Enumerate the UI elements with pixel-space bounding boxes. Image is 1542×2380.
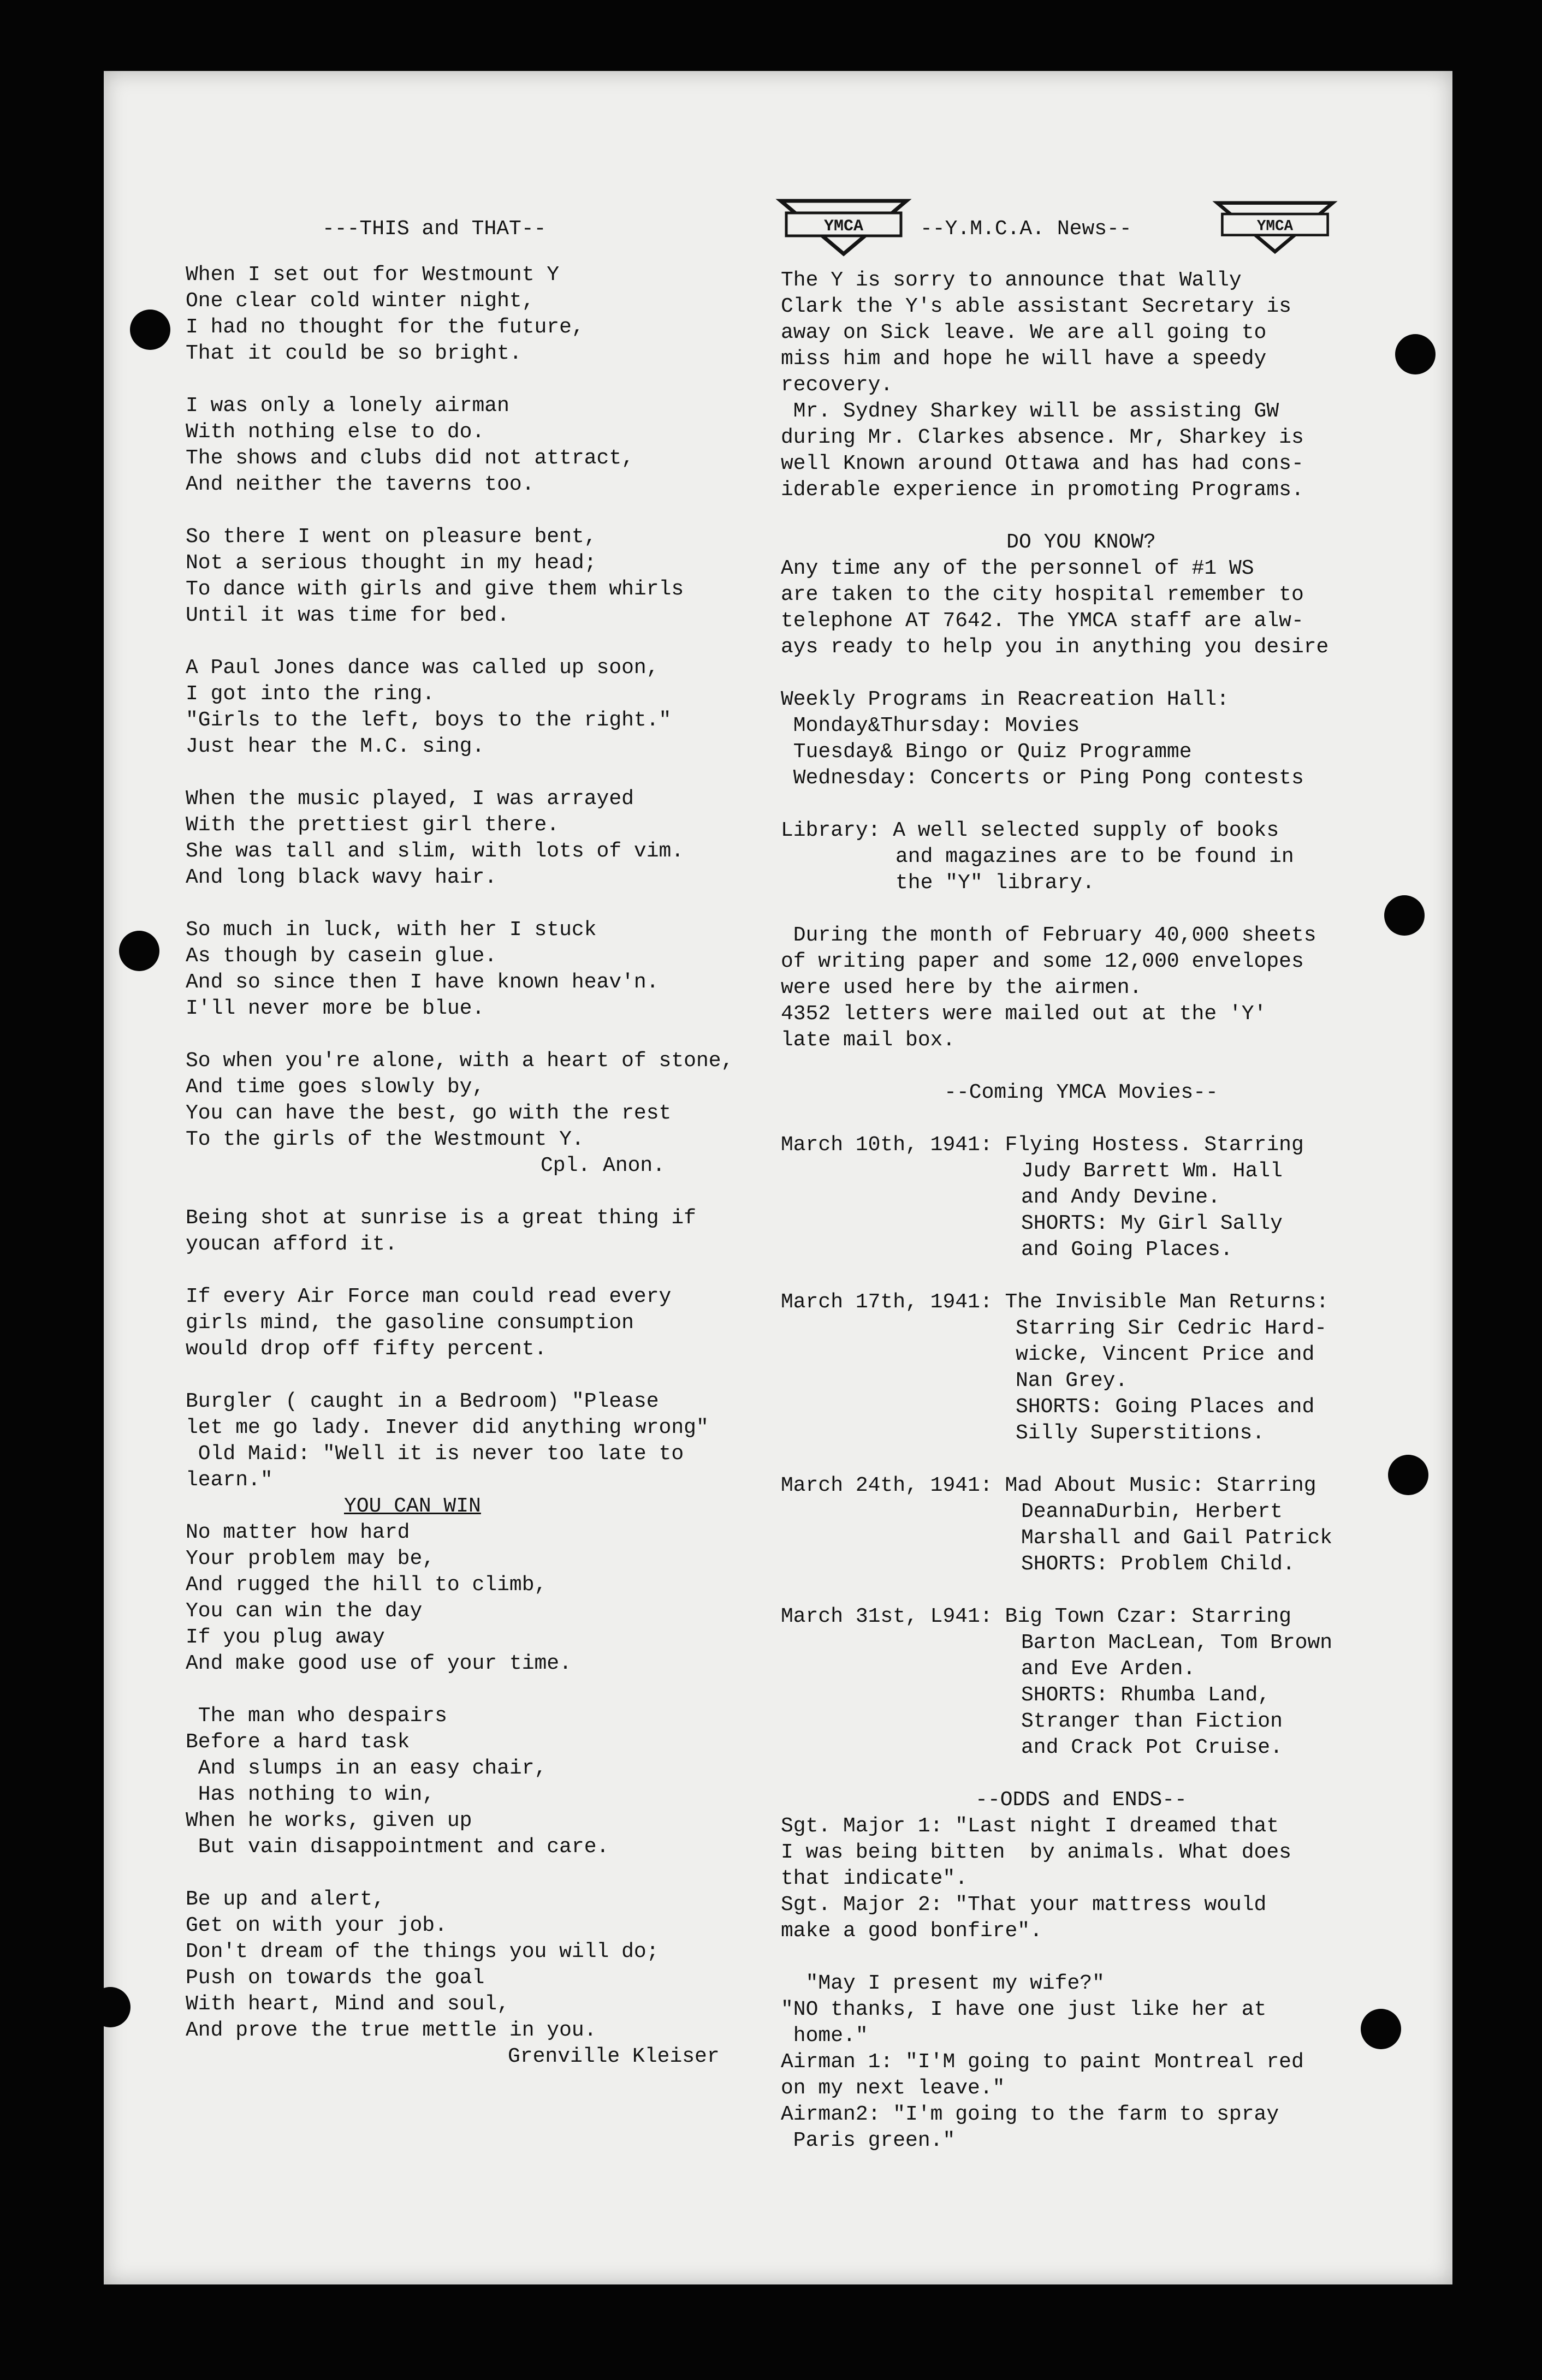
movie-line [781, 1211, 1381, 1237]
movie-date: March 10th, 1941: [781, 1133, 1005, 1157]
poem-stanza-line: You can win the day [186, 1599, 423, 1623]
movie-line [781, 1394, 1381, 1420]
joke-line: Airman 1: "I'M going to paint Montreal red [781, 2050, 1304, 2074]
movie-text: Nan Grey. [1016, 1369, 1128, 1393]
poem-stanza-line: I had no thought for the future, [186, 316, 584, 339]
movie-text: Big Town Czar: Starring [1005, 1605, 1291, 1628]
library-note [781, 818, 1381, 896]
poem-author: Grenville Kleiser [508, 2045, 720, 2068]
movie-line [781, 1158, 1381, 1185]
news-paragraph [781, 556, 1381, 661]
joke-line: Burgler ( caught in a Bedroom) "Please [186, 1390, 659, 1413]
poem-stanza [186, 1520, 770, 1677]
poem-stanza-line: And make good use of your time. [186, 1652, 572, 1675]
poem-stanza-line: With heart, Mind and soul, [186, 1992, 509, 2016]
poem-stanza-line: To dance with girls and give them whirls [186, 578, 684, 601]
poem-stanza-line: One clear cold winter night, [186, 289, 535, 313]
movie-text: SHORTS: My Girl Sally [1021, 1212, 1283, 1235]
movie-text: SHORTS: Going Places and [1016, 1395, 1315, 1419]
poem-stanza-line: Until it was time for bed. [186, 604, 509, 627]
joke [781, 1971, 1381, 2154]
joke [781, 1813, 1381, 1944]
joke [186, 1205, 770, 1258]
paper-stats-line: During the month of February 40,000 sheets [781, 924, 1316, 947]
movie-line [781, 1682, 1381, 1709]
poem-stanza-line: I was only a lonely airman [186, 394, 509, 418]
poem-stanza-line: When I set out for Westmount Y [186, 263, 560, 287]
poem-stanza [186, 1887, 770, 2044]
left-column [186, 262, 770, 2070]
poem-stanza-line: You can have the best, go with the rest [186, 1102, 672, 1125]
poem-stanza-line: The man who despairs [186, 1704, 447, 1728]
joke-line: Old Maid: "Well it is never too late to [186, 1442, 684, 1466]
joke [186, 1389, 770, 1494]
news-paragraph-line: The Y is sorry to announce that Wally [781, 269, 1242, 292]
joke-line: learn." [186, 1468, 273, 1492]
movie-text: Barton MacLean, Tom Brown [1021, 1631, 1333, 1655]
news-paragraph-line: are taken to the city hospital remember to [781, 583, 1304, 606]
joke-line: youcan afford it. [186, 1233, 398, 1256]
poem-stanza-line: And long black wavy hair. [186, 866, 497, 889]
right-column [781, 267, 1381, 2154]
movie-text: and Andy Devine. [1021, 1186, 1220, 1209]
joke-line: Airman2: "I'm going to the farm to spray [781, 2103, 1279, 2126]
joke-line: Sgt. Major 1: "Last night I dreamed that [781, 1814, 1279, 1838]
poem-stanza-line: So there I went on pleasure bent, [186, 525, 597, 549]
paper-stats-line: were used here by the airmen. [781, 976, 1142, 999]
library-note-line: and magazines are to be found in [895, 845, 1294, 868]
right-column-title: --Y.M.C.A. News-- [920, 217, 1132, 241]
news-paragraph-line: iderable experience in promoting Programs. [781, 478, 1304, 502]
movie-line [781, 1499, 1381, 1525]
library-note-line: Library: A well selected supply of books [781, 819, 1279, 842]
poem-stanza-line: Not a serious thought in my head; [186, 551, 597, 575]
library-note-line: the "Y" library. [895, 871, 1095, 895]
poem-stanza-line: A Paul Jones dance was called up soon, [186, 656, 659, 680]
poem-stanza-line: She was tall and slim, with lots of vim. [186, 840, 684, 863]
punch-hole [90, 1987, 131, 2027]
movie-line [781, 1420, 1381, 1447]
movie-text: Starring Sir Cedric Hard- [1016, 1317, 1327, 1340]
joke-line: "NO thanks, I have one just like her at [781, 1998, 1267, 2021]
movie-line [781, 1656, 1381, 1682]
news-paragraph-line: telephone AT 7642. The YMCA staff are alw- [781, 609, 1304, 633]
poem-stanza-line: Has nothing to win, [186, 1783, 435, 1806]
punch-hole [1384, 895, 1425, 936]
joke-line: Sgt. Major 2: "That your mattress would [781, 1893, 1267, 1917]
movie-text: SHORTS: Rhumba Land, [1021, 1683, 1271, 1707]
movie-date: March 24th, 1941: [781, 1474, 1005, 1497]
section-heading: Weekly Programs in Reacreation Hall: [781, 688, 1229, 711]
poem-stanza [186, 786, 770, 891]
movie-line [781, 1709, 1381, 1735]
movie-line [781, 1132, 1381, 1158]
weekly-programs-line: Monday&Thursday: Movies [781, 714, 1080, 737]
weekly-programs [781, 713, 1381, 792]
poem-stanza [186, 262, 770, 367]
paper-stats-line: of writing paper and some 12,000 envelopes [781, 950, 1304, 973]
poem-stanza-line: And prove the true mettle in you. [186, 2019, 597, 2042]
poem-stanza-line: But vain disappointment and care. [186, 1835, 609, 1859]
movie-text: wicke, Vincent Price and [1016, 1343, 1315, 1366]
news-paragraph [781, 398, 1381, 503]
movie-text: SHORTS: Problem Child. [1021, 1552, 1295, 1576]
paper-stats-line: late mail box. [781, 1028, 956, 1052]
movie-text: Marshall and Gail Patrick [1021, 1526, 1333, 1550]
poem-stanza-line: The shows and clubs did not attract, [186, 447, 634, 470]
poem-stanza-line: So much in luck, with her I stuck [186, 918, 597, 942]
joke-line: Paris green." [781, 2129, 956, 2152]
news-paragraph-line: well Known around Ottawa and has had cons- [781, 452, 1304, 475]
poem-stanza-line: With nothing else to do. [186, 420, 485, 444]
news-paragraph-line: away on Sick leave. We are all going to [781, 321, 1267, 344]
movie-line [781, 1551, 1381, 1578]
movie-listing [781, 1604, 1381, 1761]
section-heading: --ODDS and ENDS-- [975, 1788, 1187, 1812]
punch-hole [1395, 334, 1436, 374]
poem-stanza [186, 1703, 770, 1860]
poem-stanza-line: I'll never more be blue. [186, 997, 485, 1020]
poem-author: Cpl. Anon. [541, 1154, 666, 1177]
weekly-programs-line: Tuesday& Bingo or Quiz Programme [781, 740, 1192, 764]
news-paragraph-line: Clark the Y's able assistant Secretary is [781, 295, 1291, 318]
section-heading: DO YOU KNOW? [1006, 531, 1156, 554]
poem-stanza-line: So when you're alone, with a heart of stone, [186, 1049, 734, 1073]
poem-stanza-line: To the girls of the Westmount Y. [186, 1128, 584, 1151]
movie-listing [781, 1132, 1381, 1263]
joke-line: that indicate". [781, 1867, 968, 1890]
poem-stanza-line: With the prettiest girl there. [186, 813, 560, 837]
joke-line: "May I present my wife?" [781, 1972, 1105, 1995]
weekly-programs-line: Wednesday: Concerts or Ping Pong contests [781, 766, 1304, 790]
poem-stanza-line: That it could be so bright. [186, 342, 522, 365]
joke-line: Being shot at sunrise is a great thing if [186, 1206, 696, 1230]
joke-line: would drop off fifty percent. [186, 1337, 547, 1361]
paper-stats-line: 4352 letters were mailed out at the 'Y' [781, 1002, 1267, 1026]
poem-stanza-line: And time goes slowly by, [186, 1075, 485, 1099]
left-column-title: ---THIS and THAT-- [322, 217, 547, 241]
movie-text: The Invisible Man Returns: [1005, 1290, 1329, 1314]
section-heading: --Coming YMCA Movies-- [944, 1081, 1218, 1104]
punch-hole [119, 931, 159, 971]
news-paragraph-line: miss him and hope he will have a speedy [781, 347, 1267, 371]
poem-stanza-line: "Girls to the left, boys to the right." [186, 709, 672, 732]
movie-listing [781, 1473, 1381, 1578]
poem-stanza [186, 655, 770, 760]
movie-date: March 17th, 1941: [781, 1290, 1005, 1314]
punch-hole [130, 310, 170, 350]
ymca-logo-icon [1212, 197, 1338, 257]
news-paragraph-line: recovery. [781, 373, 893, 397]
movie-date: March 31st, L941: [781, 1605, 1005, 1628]
poem-stanza-line: Get on with your job. [186, 1914, 447, 1937]
news-paragraph-line: ays ready to help you in anything you desire [781, 635, 1329, 659]
news-paragraph-line: during Mr. Clarkes absence. Mr, Sharkey is [781, 426, 1304, 449]
poem-stanza-line: Push on towards the goal [186, 1966, 485, 1990]
movie-text: Mad About Music: Starring [1005, 1474, 1316, 1497]
movie-text: Silly Superstitions. [1016, 1421, 1265, 1445]
poem-stanza-line: And neither the taverns too. [186, 473, 535, 496]
ymca-logo-icon [775, 197, 912, 257]
poem-stanza [186, 917, 770, 1022]
movie-text: Stranger than Fiction [1021, 1710, 1283, 1733]
poem-stanza-line: As though by casein glue. [186, 944, 497, 968]
poem-stanza [186, 524, 770, 629]
movie-line [781, 1525, 1381, 1551]
news-paragraph-line: Any time any of the personnel of #1 WS [781, 557, 1254, 580]
movie-text: and Crack Pot Cruise. [1021, 1736, 1283, 1759]
svg-text:YMCA: YMCA [823, 217, 864, 236]
poem-stanza-line: When he works, given up [186, 1809, 472, 1832]
poem-stanza-line: When the music played, I was arrayed [186, 787, 634, 811]
movie-text: and Going Places. [1021, 1238, 1233, 1262]
poem-stanza-line: Don't dream of the things you will do; [186, 1940, 659, 1963]
paper-stats [781, 923, 1381, 1054]
poem-stanza-line: Be up and alert, [186, 1888, 385, 1911]
poem-stanza [186, 393, 770, 498]
poem-stanza [186, 1048, 770, 1153]
poem-stanza-line: Before a hard task [186, 1730, 410, 1754]
poem-title: YOU CAN WIN [344, 1495, 481, 1518]
joke [186, 1284, 770, 1362]
movie-line [781, 1368, 1381, 1394]
movie-text: Flying Hostess. Starring [1005, 1133, 1304, 1157]
poem-stanza-line: Just hear the M.C. sing. [186, 735, 485, 758]
movie-line [781, 1735, 1381, 1761]
movie-line [781, 1342, 1381, 1368]
news-paragraph [781, 267, 1381, 398]
joke-line: home." [781, 2024, 868, 2048]
poem-stanza-line: No matter how hard [186, 1521, 410, 1544]
poem-stanza-line: And so since then I have known heav'n. [186, 971, 659, 994]
joke-line: I was being bitten by animals. What does [781, 1841, 1291, 1864]
svg-text:YMCA: YMCA [1256, 218, 1294, 235]
joke-line: If every Air Force man could read every [186, 1285, 672, 1308]
movie-line [781, 1237, 1381, 1263]
movie-line [781, 1289, 1381, 1316]
joke-line: girls mind, the gasoline consumption [186, 1311, 634, 1335]
joke-line: let me go lady. Inever did anything wrong" [186, 1416, 709, 1439]
movie-listing [781, 1289, 1381, 1447]
joke-line: make a good bonfire". [781, 1919, 1042, 1943]
poem-stanza-line: Your problem may be, [186, 1547, 435, 1570]
movie-line [781, 1604, 1381, 1630]
movie-line [781, 1185, 1381, 1211]
poem-stanza-line: If you plug away [186, 1626, 385, 1649]
poem-stanza-line: I got into the ring. [186, 682, 435, 706]
movie-line [781, 1630, 1381, 1656]
movie-line [781, 1473, 1381, 1499]
poem-stanza-line: And rugged the hill to climb, [186, 1573, 547, 1597]
movie-text: DeannaDurbin, Herbert [1021, 1500, 1283, 1524]
news-paragraph-line: Mr. Sydney Sharkey will be assisting GW [781, 400, 1279, 423]
poem-stanza-line: And slumps in an easy chair, [186, 1757, 547, 1780]
joke-line: on my next leave." [781, 2076, 1005, 2100]
movie-text: and Eve Arden. [1021, 1657, 1196, 1681]
punch-hole [1388, 1455, 1428, 1495]
movie-text: Judy Barrett Wm. Hall [1021, 1159, 1283, 1183]
movie-line [781, 1316, 1381, 1342]
